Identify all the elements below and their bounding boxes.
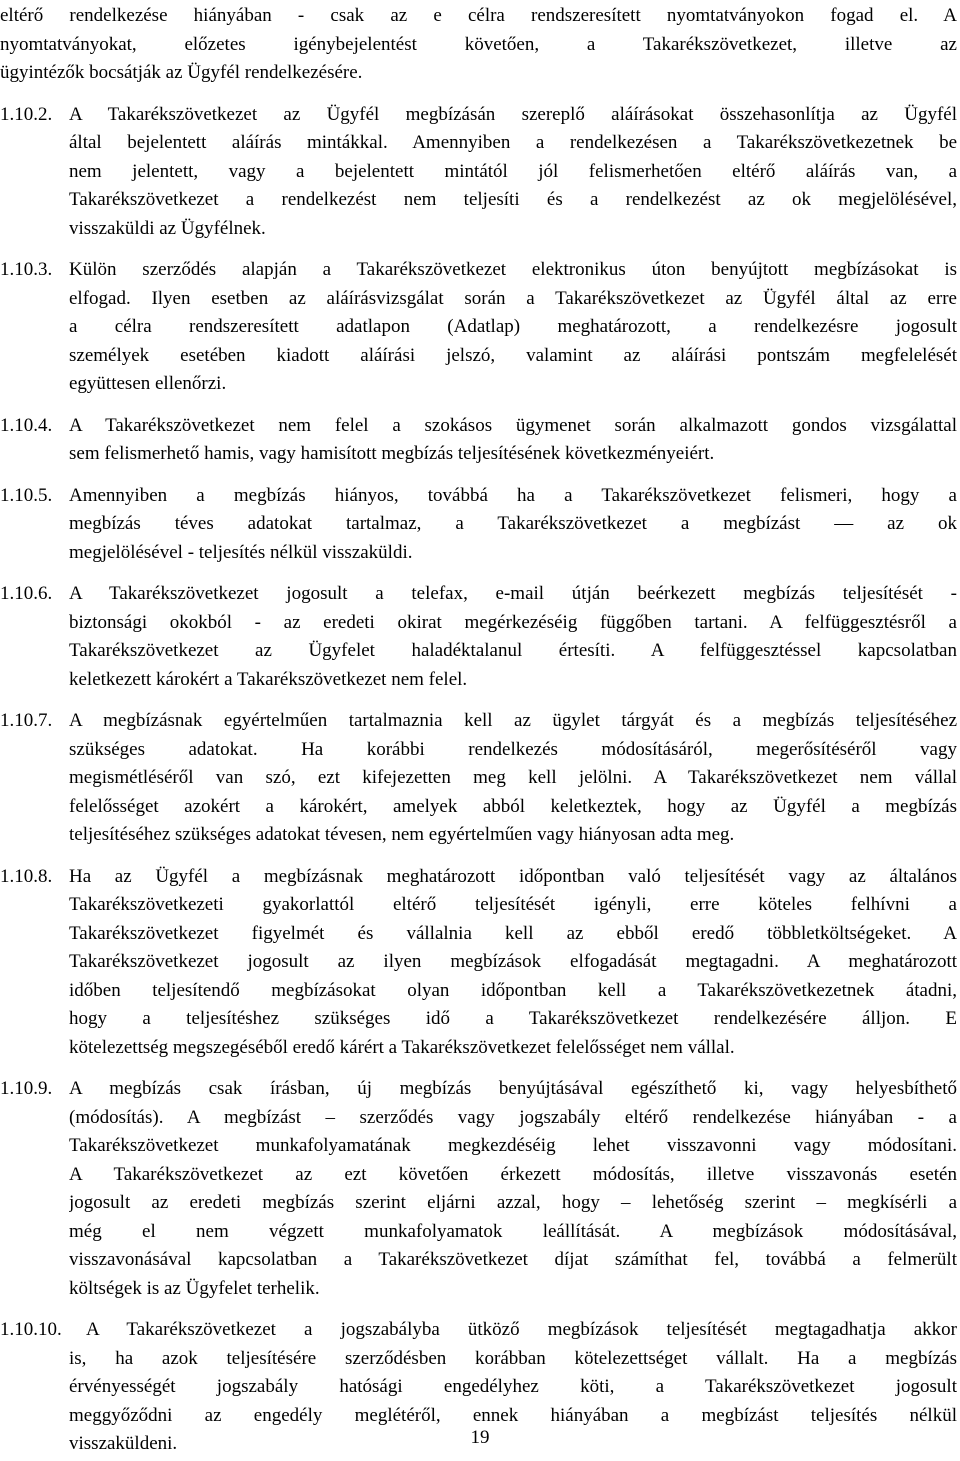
text-line: megismétléséről van szó, ezt kifejezetten meg kell jelölni. A Takarékszövetkezet nem vállal bbox=[69, 767, 957, 788]
intro-paragraph bbox=[0, 2, 957, 88]
text-line: a célra rendszeresített adatlapon (Adatlap) meghatározott, a rendelkezésre jogosult bbox=[69, 316, 957, 337]
text-line: felelősséget azokért a károkért, amelyek abból keletkeztek, hogy az Ügyfél a megbízás bbox=[69, 795, 957, 817]
text-line: kötelezettség megszegéséből eredő kárért a Takarékszövetkezet felelősséget nem vállal. bbox=[69, 1036, 735, 1058]
text-line: visszavonásával kapcsolatban a Takarékszövetkezet díjat számíthat fel, továbbá a felmerült bbox=[69, 1249, 957, 1270]
text-line: eltérő rendelkezése hiányában - csak az e célra rendszeresített nyomtatványokon fogad el. A bbox=[0, 5, 957, 26]
text-line: hogy a teljesítéshez szükséges idő a Takarékszövetkezet rendelkezésére álljon. E bbox=[69, 1008, 957, 1029]
text-line: nyomtatványokat, előzetes igénybejelentést követően, a Takarékszövetkezet, illetve az bbox=[0, 33, 957, 55]
text-line: Takarékszövetkezet munkafolyamatának megkezdéséig lehet visszavonni vagy módosítani. bbox=[69, 1135, 957, 1156]
document-body bbox=[0, 2, 957, 1459]
text-line: A megbízásnak egyértelműen tartalmaznia kell az ügylet tárgyát és a megbízás teljesítéséhez bbox=[69, 710, 957, 731]
section-number: 1.10.10. bbox=[0, 1319, 62, 1340]
text-line: Amennyiben a megbízás hiányos, továbbá ha a Takarékszövetkezet felismeri, hogy a bbox=[69, 484, 957, 506]
page-number: 19 bbox=[470, 1427, 490, 1448]
text-line: által bejelentett aláírás mintákkal. Amennyiben a rendelkezésen a Takarékszövetkezetnek be bbox=[69, 132, 957, 153]
text-line: A Takarékszövetkezet a jogszabályba ütköző megbízások teljesítését megtagadhatja akkor bbox=[86, 1319, 957, 1340]
text-line: szükséges adatokat. Ha korábbi rendelkezés módosításáról, megerősítéséről vagy bbox=[69, 738, 957, 760]
section-1-10-3 bbox=[0, 256, 957, 399]
section-1-10-4 bbox=[0, 412, 957, 469]
text-line: biztonsági okokból - az eredeti okirat megérkezéséig függőben tartani. A felfüggesztésről a bbox=[69, 611, 957, 633]
section-number: 1.10.6. bbox=[0, 583, 53, 604]
section-number: 1.10.4. bbox=[0, 414, 53, 436]
text-line: nem jelentett, vagy a bejelentett mintától jól felismerhetően eltérő aláírás van, a bbox=[69, 160, 957, 182]
section-number: 1.10.5. bbox=[0, 484, 53, 506]
section-number: 1.10.7. bbox=[0, 710, 53, 731]
section-1-10-9 bbox=[0, 1075, 957, 1303]
section-number: 1.10.9. bbox=[0, 1078, 53, 1099]
text-line: Ha az Ügyfél a megbízásnak meghatározott időpontban való teljesítését vagy az általános bbox=[69, 865, 957, 887]
section-1-10-8 bbox=[0, 863, 957, 1063]
section-number: 1.10.2. bbox=[0, 103, 53, 125]
section-1-10-5 bbox=[0, 482, 957, 568]
section-number: 1.10.8. bbox=[0, 865, 53, 887]
text-line: meggyőződni az engedély meglétéről, ennek hiányában a megbízást teljesítés nélkül bbox=[69, 1404, 957, 1426]
text-line: visszaküldeni. bbox=[69, 1433, 178, 1454]
text-line: visszaküldi az Ügyfélnek. bbox=[69, 217, 266, 239]
text-line: Takarékszövetkezeti gyakorlattól eltérő teljesítését igényli, erre köteles felhívni a bbox=[69, 894, 957, 915]
text-line: sem felismerhető hamis, vagy hamisított megbízás teljesítésének következményeiért. bbox=[69, 443, 715, 464]
text-line: időben teljesítendő megbízásokat olyan időpontban kell a Takarékszövetkezetnek átadni, bbox=[69, 979, 957, 1001]
text-line: A Takarékszövetkezet nem felel a szokásos ügymenet során alkalmazott gondos vizsgálattal bbox=[69, 414, 957, 436]
text-line: A megbízás csak írásban, új megbízás benyújtásával egészíthető ki, vagy helyesbíthető bbox=[69, 1078, 957, 1099]
section-1-10-2 bbox=[0, 101, 957, 244]
text-line: megjelölésével - teljesítés nélkül visszaküldi. bbox=[69, 541, 413, 563]
text-line: jogosult az eredeti megbízás szerint eljárni azzal, hogy – lehetőség szerint – megkísérli a bbox=[69, 1192, 957, 1213]
section-number: 1.10.3. bbox=[0, 259, 53, 280]
text-line: Külön szerződés alapján a Takarékszövetkezet elektronikus úton benyújtott megbízásokat is bbox=[69, 259, 957, 280]
text-line: Takarékszövetkezet a rendelkezést nem teljesíti és a rendelkezést az ok megjelölésével, bbox=[69, 189, 957, 210]
text-line: Takarékszövetkezet jogosult az ilyen megbízások elfogadását megtagadni. A meghatározott bbox=[69, 951, 957, 972]
text-line: megbízás téves adatokat tartalmaz, a Takarékszövetkezet a megbízást — az ok bbox=[69, 513, 957, 534]
text-line: személyek esetében kiadott aláírási jelszó, valamint az aláírási pontszám megfelelését bbox=[69, 344, 957, 366]
section-1-10-6 bbox=[0, 580, 957, 694]
text-line: Takarékszövetkezet figyelmét és vállalnia kell az ebből eredő többletköltségeket. A bbox=[69, 922, 957, 944]
text-line: A Takarékszövetkezet jogosult a telefax, e-mail útján beérkezett megbízás teljesítését - bbox=[69, 583, 957, 604]
text-line: ügyintézők bocsátják az Ügyfél rendelkezésére. bbox=[0, 62, 363, 83]
text-line: költségek is az Ügyfelet terhelik. bbox=[69, 1277, 320, 1299]
text-line: érvényességét jogszabály hatósági engedélyhez köti, a Takarékszövetkezet jogosult bbox=[69, 1376, 957, 1397]
text-line: teljesítéséhez szükséges adatokat tévesen, nem egyértelműen vagy hiányosan adta meg. bbox=[69, 824, 735, 845]
text-line: együttesen ellenőrzi. bbox=[69, 373, 227, 394]
section-1-10-7 bbox=[0, 707, 957, 850]
text-line: elfogad. Ilyen esetben az aláírásvizsgálat során a Takarékszövetkezet az Ügyfél által az erre bbox=[69, 287, 957, 309]
text-line: is, ha azok teljesítésére szerződésben korábban kötelezettséget vállalt. Ha a megbízás bbox=[69, 1347, 957, 1369]
text-line: még el nem végzett munkafolyamatok leállítását. A megbízások módosításával, bbox=[69, 1220, 957, 1242]
text-line: keletkezett károkért a Takarékszövetkezet nem felel. bbox=[69, 668, 468, 690]
text-line: A Takarékszövetkezet az Ügyfél megbízásán szereplő aláírásokat összehasonlítja az Ügyfél bbox=[69, 103, 957, 125]
text-line: Takarékszövetkezet az Ügyfelet haladéktalanul értesíti. A felfüggesztéssel kapcsolatban bbox=[69, 640, 957, 661]
text-line: A Takarékszövetkezet az ezt követően érkezett módosítás, illetve visszavonás esetén bbox=[69, 1163, 957, 1185]
text-line: (módosítás). A megbízást – szerződés vagy jogszabály eltérő rendelkezése hiányában - a bbox=[69, 1106, 957, 1128]
